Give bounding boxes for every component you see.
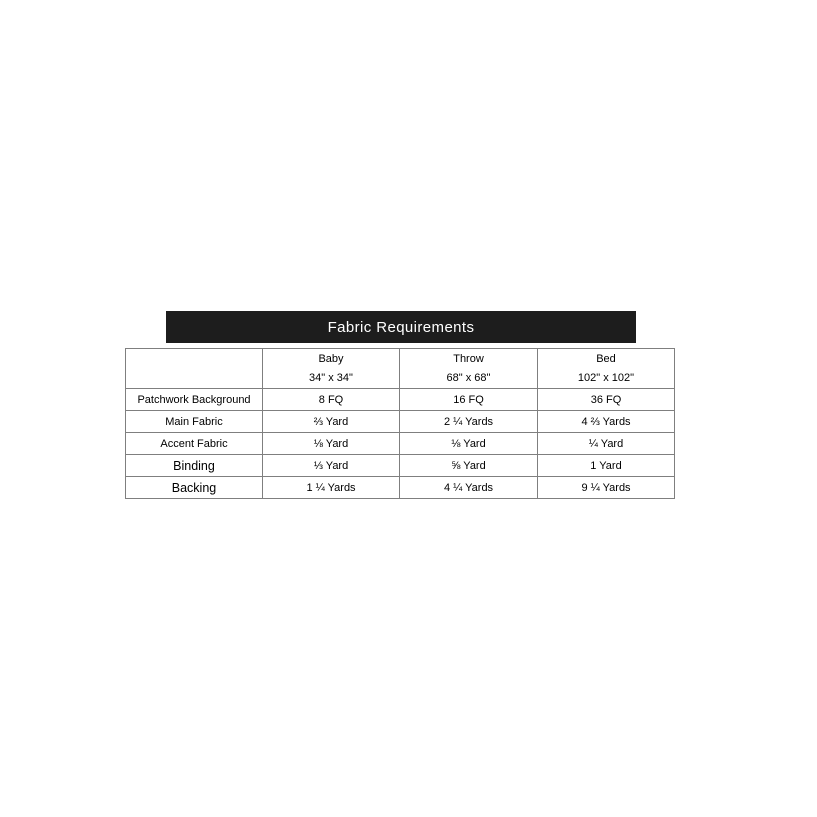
value-cell-throw: ⅝ Yard xyxy=(400,455,538,477)
page-title: Fabric Requirements xyxy=(327,318,475,336)
table-header-row xyxy=(126,349,675,389)
value-cell-baby: 8 FQ xyxy=(263,389,400,411)
value-cell-bed: ¼ Yard xyxy=(538,433,675,455)
value-cell-bed: 1 Yard xyxy=(538,455,675,477)
value-cell-baby: 1 ¼ Yards xyxy=(263,477,400,499)
row-label: Accent Fabric xyxy=(126,433,263,455)
column-size: 68" x 68" xyxy=(446,371,491,384)
row-label: Patchwork Background xyxy=(126,389,263,411)
row-label: Binding xyxy=(126,455,263,477)
table-row-backing xyxy=(126,477,675,499)
column-header-throw xyxy=(400,349,538,389)
table-row-main-fabric xyxy=(126,411,675,433)
table-row-binding xyxy=(126,455,675,477)
column-header-blank xyxy=(126,349,263,389)
value-cell-bed: 36 FQ xyxy=(538,389,675,411)
value-cell-throw: 2 ¼ Yards xyxy=(400,411,538,433)
column-name: Bed xyxy=(596,352,616,365)
column-size: 34" x 34" xyxy=(309,371,353,384)
fabric-requirements-table xyxy=(125,348,675,499)
title-banner xyxy=(166,311,636,343)
value-cell-baby: ⅛ Yard xyxy=(263,433,400,455)
value-cell-throw: 4 ¼ Yards xyxy=(400,477,538,499)
value-cell-baby: ⅔ Yard xyxy=(263,411,400,433)
value-cell-throw: 16 FQ xyxy=(400,389,538,411)
row-label: Main Fabric xyxy=(126,411,263,433)
row-label: Backing xyxy=(126,477,263,499)
column-name: Throw xyxy=(453,352,484,365)
column-header-bed xyxy=(538,349,675,389)
value-cell-bed: 9 ¼ Yards xyxy=(538,477,675,499)
table-row-accent-fabric xyxy=(126,433,675,455)
column-name: Baby xyxy=(318,352,344,365)
table-row-patchwork-background xyxy=(126,389,675,411)
column-size: 102" x 102" xyxy=(577,371,635,384)
value-cell-throw: ⅛ Yard xyxy=(400,433,538,455)
value-cell-bed: 4 ⅔ Yards xyxy=(538,411,675,433)
column-header-baby xyxy=(263,349,400,389)
value-cell-baby: ⅓ Yard xyxy=(263,455,400,477)
